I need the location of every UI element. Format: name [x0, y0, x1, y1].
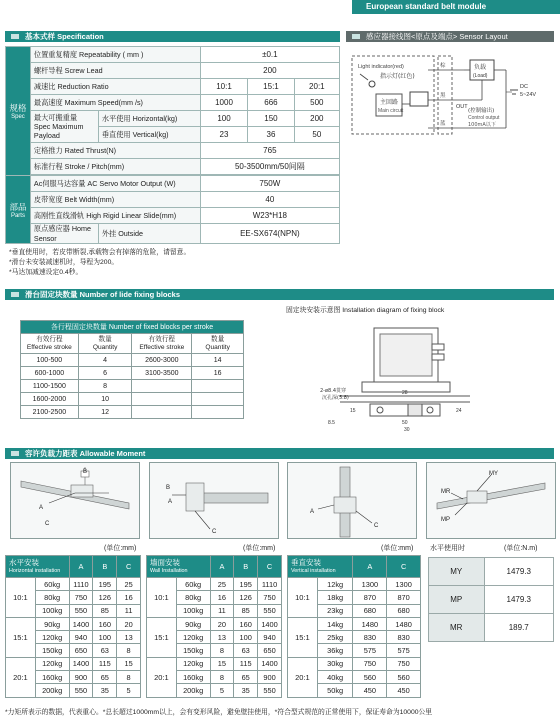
table-cell: 1400 [69, 617, 93, 630]
section-marker-icon [11, 34, 19, 39]
belt-value: 40 [200, 192, 339, 208]
ratio-cell: 15:1 [288, 617, 318, 657]
light-indicator-label: Light indicator(red) [358, 64, 404, 70]
table-cell: 8 [117, 644, 141, 657]
table-cell: 100kg [176, 604, 210, 617]
table-cell: 550 [258, 684, 282, 697]
table-cell: 575 [353, 644, 387, 657]
spec-notes [9, 248, 344, 278]
table-cell: 550 [258, 604, 282, 617]
payload-label: 最大可搬重量 Spec Maximum Payload [30, 111, 98, 143]
table-cell: 126 [234, 591, 258, 604]
ratio-cell: 10:1 [6, 578, 36, 618]
main-circuit-en-label: Main circuit [378, 108, 404, 114]
ratio-header: 10:1 [200, 79, 248, 95]
col-quantity: 数量 Quantity [192, 334, 244, 354]
table-cell: 650 [69, 644, 93, 657]
table-cell: 63 [93, 644, 117, 657]
ratio-cell: 15:1 [147, 617, 177, 657]
servo-label: Ac伺服马达容量 AC Servo Motor Output (W) [30, 176, 200, 192]
table-cell: 1300 [353, 578, 387, 591]
max-speed-value: 666 [248, 95, 294, 111]
table-row [21, 380, 244, 393]
table-cell: 85 [93, 604, 117, 617]
control-output-en-label: Control output [468, 115, 500, 121]
payload-vertical-label: 垂直使用 Vertical(kg) [98, 127, 200, 143]
table-cell: 1480 [353, 617, 387, 630]
max-speed-value: 1000 [200, 95, 248, 111]
module-title: European standard belt module [352, 0, 560, 14]
table-cell: 160 [93, 617, 117, 630]
table-cell: 63 [234, 644, 258, 657]
table-cell [132, 380, 192, 393]
table-cell: 14kg [317, 617, 353, 630]
table-cell: 115 [234, 657, 258, 670]
spec-section-header: 基本式样 Specification [5, 31, 340, 42]
table-cell: 13 [117, 631, 141, 644]
table-cell: 100 [93, 631, 117, 644]
blue-wire-label: 蓝 [440, 121, 446, 127]
stroke-label: 标准行程 Stroke / Pitch(mm) [30, 159, 200, 175]
indicator-label: 指示灯(红色) [380, 73, 415, 80]
table-cell: 20 [117, 617, 141, 630]
table-cell: 16 [210, 591, 234, 604]
table-cell: 16 [117, 591, 141, 604]
table-cell: 195 [93, 578, 117, 591]
load-en-label: (Load) [473, 73, 488, 79]
table-row [21, 354, 244, 367]
col-stroke: 有效行程 Effective stroke [132, 334, 192, 354]
table-cell: 900 [258, 671, 282, 684]
payload-vertical-value: 50 [294, 127, 339, 143]
table-cell: 25kg [317, 631, 353, 644]
table-cell: 870 [353, 591, 387, 604]
fixing-diagram-title: 固定块安装示意图 Installation diagram of fixing block [286, 307, 445, 314]
moment-value: 1479.3 [484, 586, 554, 614]
table-cell: 8 [210, 644, 234, 657]
table-cell: 10 [78, 393, 132, 406]
dim-50-label: 50 [402, 420, 408, 426]
col-a: A [210, 556, 234, 578]
horizontal-installation-diagram [10, 462, 140, 539]
reduction-label: 减速比 Reduction Ratio [30, 79, 200, 95]
payload-vertical-value: 23 [200, 127, 248, 143]
sensor-wiring-diagram [346, 48, 554, 158]
table-cell: 23kg [317, 604, 353, 617]
table-cell: 680 [387, 604, 421, 617]
footer-note: *力矩所表示的数据，代表重心。*总长超过1000mm以上，会有变形风险，避免壁挂使用，*符合型式规范的正常使用下，保证寿命为10000公里 [5, 709, 433, 716]
moment-row [429, 586, 554, 614]
transistor-icon [410, 92, 428, 106]
sensor-sub-label: 外挂 Outside [98, 224, 200, 244]
spec-table [5, 46, 340, 244]
table-cell: 8 [117, 671, 141, 684]
table-cell: 1110 [69, 578, 93, 591]
max-speed-label: 最高速度 Maximum Speed(mm /s) [30, 95, 200, 111]
table-cell: 100 [234, 631, 258, 644]
table-cell: 160kg [35, 671, 69, 684]
table-row [288, 617, 421, 630]
axis-label-c: C [45, 521, 50, 527]
moment-axes-diagram [426, 462, 556, 539]
table-cell: 1300 [387, 578, 421, 591]
moment-unit-label: (单位:N.m) [504, 545, 538, 552]
table-cell: 600-1000 [21, 367, 79, 380]
dim-28-label: 28 [402, 390, 408, 396]
sensor-value: EE-SX674(NPN) [200, 224, 339, 244]
fixing-table-title: 各行程固定块数量 Number of fixed blocks per stroke [21, 321, 244, 334]
table-cell: 550 [69, 684, 93, 697]
table-cell: 940 [69, 631, 93, 644]
axis-label-c: C [212, 529, 217, 535]
led-arrow-icon [360, 74, 368, 80]
table-cell: 12kg [317, 578, 353, 591]
dim-15-label: 15 [350, 408, 356, 414]
table-cell: 120kg [176, 657, 210, 670]
slide-label: 高刚性直线滑轨 High Rigid Linear Slide(mm) [30, 208, 200, 224]
table-cell: 560 [387, 671, 421, 684]
payload-horizontal-value: 100 [200, 111, 248, 127]
table-cell: 80kg [35, 591, 69, 604]
table-cell: 8 [78, 380, 132, 393]
payload-vertical-value: 36 [248, 127, 294, 143]
table-cell: 1400 [258, 617, 282, 630]
ratio-cell: 10:1 [147, 578, 177, 618]
belt-label: 皮带宽度 Belt Width(mm) [30, 192, 200, 208]
table-cell: 3100-3500 [132, 367, 192, 380]
table-cell: 900 [69, 671, 93, 684]
table-cell: 450 [387, 684, 421, 697]
table-cell: 2100-2500 [21, 406, 79, 419]
table-cell: 40kg [317, 671, 353, 684]
ratio-header: 20:1 [294, 79, 339, 95]
table-cell: 5 [210, 684, 234, 697]
table-cell: 830 [387, 631, 421, 644]
col-stroke: 有效行程 Effective stroke [21, 334, 79, 354]
axis-label-b: B [83, 469, 88, 475]
axis-label-my: MY [489, 471, 498, 477]
ratio-cell: 20:1 [288, 657, 318, 697]
payload-horizontal-value: 150 [248, 111, 294, 127]
table-cell: 11 [117, 604, 141, 617]
max-speed-value: 500 [294, 95, 339, 111]
table-cell: 650 [258, 644, 282, 657]
table-cell: 35 [93, 684, 117, 697]
out-label: OUT [456, 104, 468, 110]
table-cell: 120kg [35, 631, 69, 644]
sensor-label: 原点感应器 Home Sensor [30, 224, 98, 244]
table-cell: 126 [93, 591, 117, 604]
unit-label: (单位:mm) [104, 545, 137, 552]
axis-label-mr: MR [441, 489, 451, 495]
dim-depth-label: 沉孔深(5.8) [322, 395, 349, 401]
control-output-label: (控制输出) [468, 108, 495, 114]
unit-label: (单位:mm) [243, 545, 276, 552]
axis-label-c: C [374, 523, 379, 529]
table-cell: 1400 [69, 657, 93, 670]
table-cell: 65 [234, 671, 258, 684]
ratio-cell: 10:1 [288, 578, 318, 618]
thrust-value: 765 [200, 143, 339, 159]
table-cell: 5 [117, 684, 141, 697]
table-row [147, 578, 282, 591]
wall-load-table [146, 555, 282, 698]
table-row [6, 657, 141, 670]
axis-label-a: A [310, 509, 315, 515]
table-cell [192, 406, 244, 419]
table-cell: 50kg [317, 684, 353, 697]
vertical-table-title: 垂直安装 Vertical installation [288, 556, 353, 578]
table-row [21, 367, 244, 380]
table-cell: 12 [78, 406, 132, 419]
table-cell: 160kg [176, 671, 210, 684]
table-cell: 60kg [176, 578, 210, 591]
lead-value: 200 [200, 63, 339, 79]
spec-note: *垂直使用时，若皮带断裂,承载物会有掉落的危险，请留意。 [9, 249, 191, 256]
dim-holes-label: 2-ø8.4贯穿 [320, 388, 346, 394]
table-cell: 90kg [35, 617, 69, 630]
spec-note: *滑台未安装减速机时，导程为200。 [9, 259, 119, 266]
horizontal-table-title: 水平安装 Horizontal installation [6, 556, 70, 578]
table-cell: 680 [353, 604, 387, 617]
table-cell: 18kg [317, 591, 353, 604]
table-cell: 750 [387, 657, 421, 670]
wall-installation-diagram [149, 462, 279, 539]
slide-value: W23*H18 [200, 208, 339, 224]
col-c: C [258, 556, 282, 578]
table-cell: 450 [353, 684, 387, 697]
moment-row [429, 558, 554, 586]
axis-label-mp: MP [441, 517, 450, 523]
table-cell: 65 [93, 671, 117, 684]
servo-value: 750W [200, 176, 339, 192]
section-marker-icon [352, 34, 360, 39]
table-cell: 1100-1500 [21, 380, 79, 393]
table-cell: 8 [210, 671, 234, 684]
table-cell: 60kg [35, 578, 69, 591]
lead-label: 螺杆导程 Screw Lead [30, 63, 200, 79]
table-cell: 80kg [176, 591, 210, 604]
table-cell [192, 393, 244, 406]
current-label: 100mA以下 [468, 122, 496, 128]
table-cell: 35 [234, 684, 258, 697]
table-row [6, 617, 141, 630]
table-row [147, 657, 282, 670]
table-cell: 200kg [35, 684, 69, 697]
load-label: 负载 [474, 64, 487, 71]
vertical-load-table [287, 555, 421, 698]
main-circuit-label: 主回路 [380, 99, 399, 106]
voltage-label: 5~24V [520, 92, 537, 98]
table-cell [192, 380, 244, 393]
wall-table-title: 墙面安装 Wall Installation [147, 556, 211, 578]
payload-horizontal-value: 200 [294, 111, 339, 127]
axis-label-a: A [168, 499, 173, 505]
table-cell: 195 [234, 578, 258, 591]
fixing-block-diagram [320, 320, 490, 432]
table-cell: 15 [117, 657, 141, 670]
table-row [6, 578, 141, 591]
col-c: C [117, 556, 141, 578]
table-cell: 36kg [317, 644, 353, 657]
table-cell: 1480 [387, 617, 421, 630]
table-cell: 90kg [176, 617, 210, 630]
table-row [147, 617, 282, 630]
moment-key: MP [429, 586, 485, 614]
horizontal-load-table [5, 555, 141, 698]
table-cell: 750 [353, 657, 387, 670]
ratio-header: 15:1 [248, 79, 294, 95]
col-b: B [93, 556, 117, 578]
brown-wire-label: 棕 [440, 63, 446, 69]
table-cell: 14 [192, 354, 244, 367]
moment-values-table [428, 557, 554, 642]
axis-label-b: B [166, 485, 171, 491]
dim-8-5-label: 8.5 [328, 420, 335, 426]
table-cell: 1600-2000 [21, 393, 79, 406]
col-c: C [387, 556, 421, 578]
repeatability-label: 位置重复精度 Repeatability ( mm ) [30, 47, 200, 63]
repeatability-value: ±0.1 [200, 47, 339, 63]
parts-group-label: 部品 Parts [6, 176, 31, 244]
table-cell: 4 [78, 354, 132, 367]
table-cell: 1400 [258, 657, 282, 670]
section-marker-icon [11, 451, 19, 456]
stroke-value: 50-3500mm/50间隔 [200, 159, 339, 175]
table-row [288, 657, 421, 670]
table-cell: 150kg [35, 644, 69, 657]
table-cell: 30kg [317, 657, 353, 670]
table-cell: 750 [258, 591, 282, 604]
table-cell: 11 [210, 604, 234, 617]
ratio-cell: 20:1 [6, 657, 36, 697]
table-cell: 120kg [35, 657, 69, 670]
col-quantity: 数量 Quantity [78, 334, 132, 354]
unit-label: (单位:mm) [381, 545, 414, 552]
table-cell: 6 [78, 367, 132, 380]
led-icon [369, 81, 375, 87]
table-cell: 85 [234, 604, 258, 617]
table-cell [132, 406, 192, 419]
table-cell: 575 [387, 644, 421, 657]
thrust-label: 定格推力 Rated Thrust(N) [30, 143, 200, 159]
col-a: A [353, 556, 387, 578]
table-cell: 940 [258, 631, 282, 644]
fixing-block-table [20, 320, 244, 419]
col-b: B [234, 556, 258, 578]
moment-value: 1479.3 [484, 558, 554, 586]
axis-label-a: A [39, 505, 44, 511]
table-cell: 25 [210, 578, 234, 591]
ratio-cell: 15:1 [6, 617, 36, 657]
table-cell: 550 [69, 604, 93, 617]
vertical-installation-diagram [287, 462, 417, 539]
table-cell: 150kg [176, 644, 210, 657]
fixing-section-header: 滑台固定块数量 Number of lide fixing blocks [5, 289, 554, 300]
moment-row [429, 614, 554, 642]
table-cell: 100kg [35, 604, 69, 617]
table-row [21, 393, 244, 406]
table-cell: 25 [117, 578, 141, 591]
spec-group-label: 规格 Spec [6, 47, 31, 176]
moment-unit-prefix: 水平使用时 [430, 545, 465, 552]
table-cell: 120kg [176, 631, 210, 644]
dim-24-label: 24 [456, 408, 462, 414]
table-cell: 100-500 [21, 354, 79, 367]
table-cell [132, 393, 192, 406]
black-wire-label: 黑 [440, 93, 446, 99]
table-cell: 13 [210, 631, 234, 644]
dim-30-label: 30 [404, 427, 410, 432]
table-cell: 750 [69, 591, 93, 604]
col-a: A [69, 556, 93, 578]
sensor-layout-header: 感应器接线图<原点及端点> Sensor Layout [346, 31, 554, 42]
table-cell: 1110 [258, 578, 282, 591]
table-cell: 115 [93, 657, 117, 670]
spec-note: *马达加减速设定0.4秒。 [9, 269, 83, 276]
table-cell: 870 [387, 591, 421, 604]
payload-horizontal-label: 水平使用 Horizontal(kg) [98, 111, 200, 127]
table-cell: 2600-3000 [132, 354, 192, 367]
table-row [21, 406, 244, 419]
ratio-cell: 20:1 [147, 657, 177, 697]
table-cell: 20 [210, 617, 234, 630]
moment-key: MR [429, 614, 485, 642]
table-cell: 560 [353, 671, 387, 684]
dc-label: DC [520, 84, 528, 90]
moment-value: 189.7 [484, 614, 554, 642]
table-cell: 15 [210, 657, 234, 670]
moment-key: MY [429, 558, 485, 586]
table-cell: 830 [353, 631, 387, 644]
moment-section-header: 容许负载力距表 Allowable Moment [5, 448, 554, 459]
table-cell: 16 [192, 367, 244, 380]
section-marker-icon [11, 292, 19, 297]
table-cell: 160 [234, 617, 258, 630]
table-cell: 200kg [176, 684, 210, 697]
table-row [288, 578, 421, 591]
